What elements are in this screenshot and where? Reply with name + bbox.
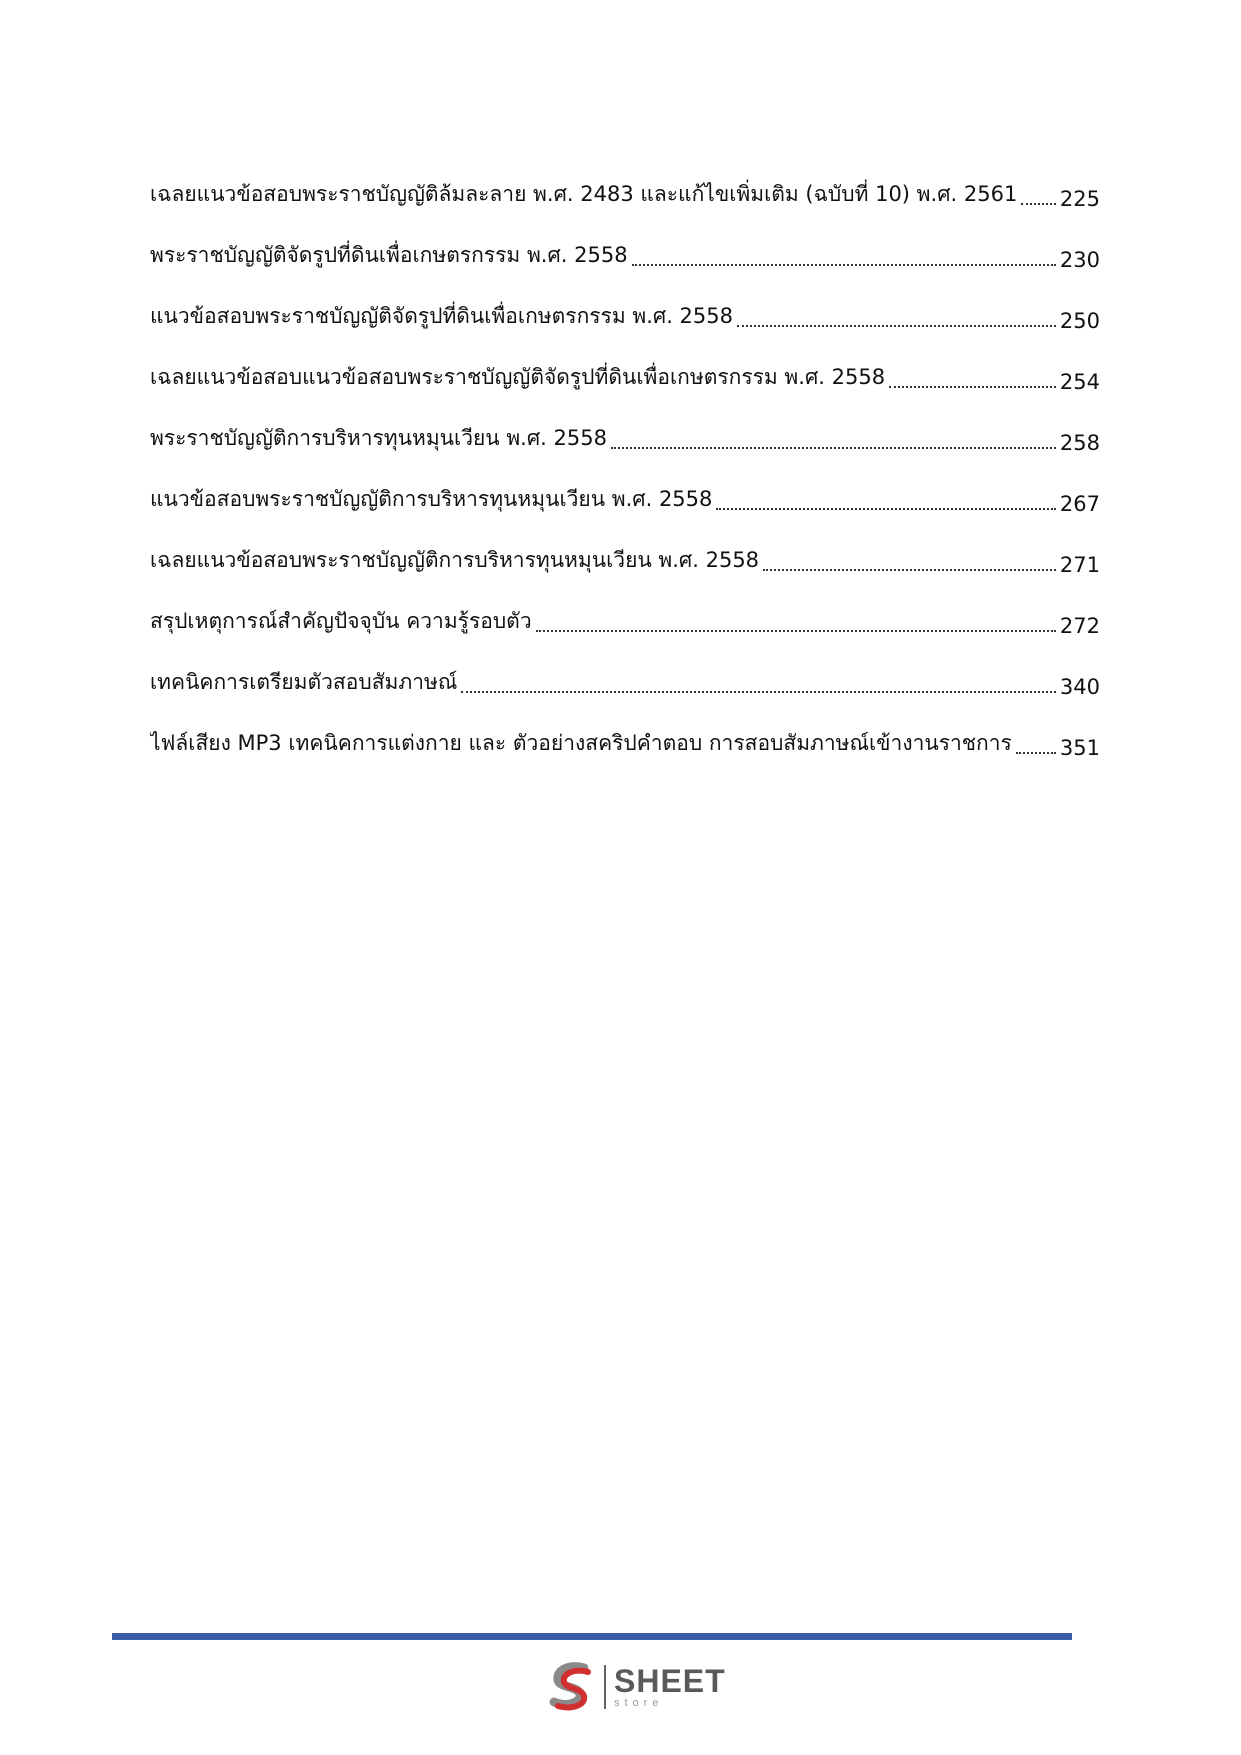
toc-entry[interactable] bbox=[150, 394, 1100, 455]
toc-entry[interactable] bbox=[150, 577, 1100, 638]
toc-entry-title: พระราชบัญญัติจัดรูปที่ดินเพื่อเกษตรกรรม พ.ศ. 2558 bbox=[150, 243, 628, 267]
logo-divider bbox=[604, 1665, 606, 1709]
toc-entry-page: 254 bbox=[1059, 370, 1100, 394]
toc-entry[interactable] bbox=[150, 516, 1100, 577]
footer-rule bbox=[112, 1633, 1072, 1640]
table-of-contents bbox=[150, 150, 1100, 760]
toc-entry[interactable] bbox=[150, 150, 1100, 211]
logo-text bbox=[614, 1665, 726, 1709]
toc-entry-title: เฉลยแนวข้อสอบพระราชบัญญัติล้มละลาย พ.ศ. 2483 และแก้ไขเพิ่มเติม (ฉบับที่ 10) พ.ศ. 2561 bbox=[150, 182, 1018, 206]
toc-dot-leader bbox=[889, 385, 1056, 388]
toc-entry-title: แนวข้อสอบพระราชบัญญัติจัดรูปที่ดินเพื่อเกษตรกรรม พ.ศ. 2558 bbox=[150, 304, 733, 328]
toc-entry-page: 267 bbox=[1059, 492, 1100, 516]
toc-entry[interactable] bbox=[150, 699, 1100, 760]
toc-entry-page: 250 bbox=[1059, 309, 1100, 333]
toc-entry-title: สรุปเหตุการณ์สำคัญปัจจุบัน ความรู้รอบตัว bbox=[150, 609, 532, 633]
toc-entry-title: พระราชบัญญัติการบริหารทุนหมุนเวียน พ.ศ. 2558 bbox=[150, 426, 607, 450]
sheet-store-s-icon bbox=[544, 1660, 598, 1714]
toc-entry-page: 340 bbox=[1059, 675, 1100, 699]
toc-entry[interactable] bbox=[150, 455, 1100, 516]
sheet-store-logo bbox=[544, 1660, 726, 1714]
toc-dot-leader bbox=[737, 324, 1056, 327]
toc-entry-title: เฉลยแนวข้อสอบแนวข้อสอบพระราชบัญญัติจัดรูปที่ดินเพื่อเกษตรกรรม พ.ศ. 2558 bbox=[150, 365, 886, 389]
toc-entry-page: 272 bbox=[1059, 614, 1100, 638]
toc-entry[interactable] bbox=[150, 211, 1100, 272]
toc-entry-page: 225 bbox=[1059, 187, 1100, 211]
logo-word: SHEET bbox=[614, 1663, 726, 1699]
toc-entry-page: 258 bbox=[1059, 431, 1100, 455]
toc-dot-leader bbox=[1021, 202, 1056, 205]
logo-subtitle: store bbox=[614, 1697, 664, 1709]
toc-entry-title: ไฟล์เสียง MP3 เทคนิคการแต่งกาย และ ตัวอย่างสคริปคำตอบ การสอบสัมภาษณ์เข้างานราชการ bbox=[150, 731, 1012, 755]
toc-entry[interactable] bbox=[150, 638, 1100, 699]
toc-entry[interactable] bbox=[150, 272, 1100, 333]
toc-entry-title: แนวข้อสอบพระราชบัญญัติการบริหารทุนหมุนเวียน พ.ศ. 2558 bbox=[150, 487, 713, 511]
toc-dot-leader bbox=[716, 507, 1056, 510]
toc-entry-page: 271 bbox=[1059, 553, 1100, 577]
toc-dot-leader bbox=[632, 263, 1056, 266]
toc-dot-leader bbox=[611, 446, 1056, 449]
toc-entry-title: เฉลยแนวข้อสอบพระราชบัญญัติการบริหารทุนหมุนเวียน พ.ศ. 2558 bbox=[150, 548, 760, 572]
toc-dot-leader bbox=[536, 629, 1056, 632]
toc-entry-page: 351 bbox=[1059, 736, 1100, 760]
toc-entry[interactable] bbox=[150, 333, 1100, 394]
toc-dot-leader bbox=[763, 568, 1056, 571]
toc-entry-page: 230 bbox=[1059, 248, 1100, 272]
toc-dot-leader bbox=[1016, 751, 1056, 754]
toc-entry-title: เทคนิคการเตรียมตัวสอบสัมภาษณ์ bbox=[150, 670, 458, 694]
toc-dot-leader bbox=[461, 690, 1056, 693]
